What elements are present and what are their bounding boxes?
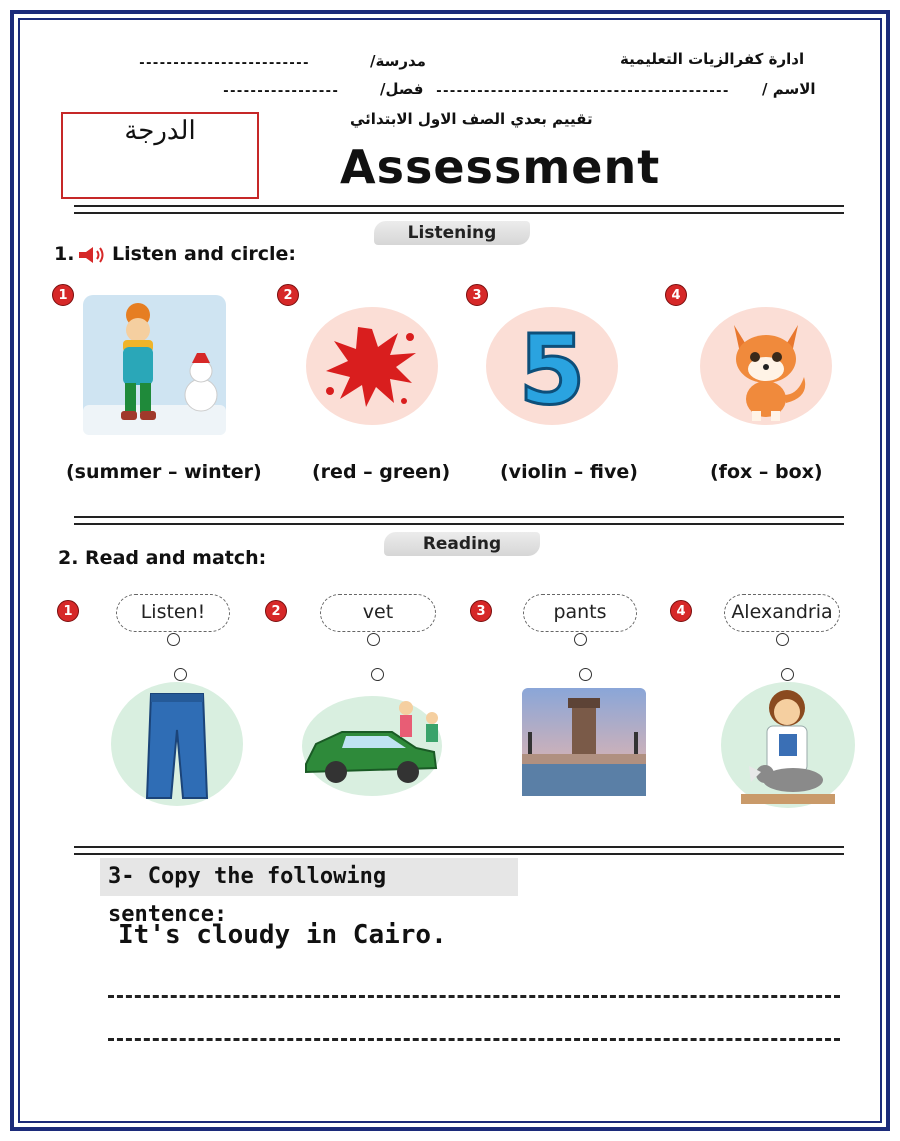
school-label: مدرسة/ [370, 52, 426, 70]
item-number: 3 [470, 600, 492, 622]
name-dashes: ------------------------------------------- [435, 84, 729, 99]
section1-number: 1. [54, 243, 75, 265]
match-dot[interactable] [776, 633, 789, 646]
fox-picture [700, 307, 832, 425]
section1-heading: Listen and circle: [112, 243, 297, 265]
red-splash-picture [306, 307, 438, 425]
admin-label: ادارة كفرالزيات التعليمية [620, 50, 805, 68]
writing-line[interactable] [108, 995, 840, 998]
writing-line[interactable] [108, 1038, 840, 1041]
match-dot[interactable] [367, 633, 380, 646]
bridge-picture [522, 688, 646, 796]
number-five-picture [486, 307, 618, 425]
separator-3 [74, 846, 844, 855]
separator-1 [74, 205, 844, 214]
match-dot[interactable] [579, 668, 592, 681]
page-title: Assessment [340, 140, 661, 194]
item-number: 1 [52, 284, 74, 306]
school-dashes: ------------------------- [138, 56, 309, 71]
listening-tag: Listening [374, 221, 530, 245]
match-dot[interactable] [174, 668, 187, 681]
jeans-picture [111, 682, 243, 806]
boy-snowman-picture [83, 295, 226, 435]
match-dot[interactable] [167, 633, 180, 646]
item-number: 1 [57, 600, 79, 622]
vet-picture [721, 682, 855, 808]
car-picture [296, 686, 448, 798]
section2-heading: 2. Read and match: [58, 547, 267, 569]
class-dashes: ----------------- [222, 84, 339, 99]
item-number: 4 [670, 600, 692, 622]
grade-box [61, 112, 259, 199]
choice-text[interactable]: (summer – winter) [66, 461, 262, 483]
svg-text:5: 5 [518, 314, 586, 425]
item-number: 4 [665, 284, 687, 306]
word-cloud: Alexandria [724, 594, 840, 632]
copy-sentence: It's cloudy in Cairo. [118, 920, 447, 950]
class-label: فصل/ [380, 80, 424, 98]
reading-tag: Reading [384, 532, 540, 556]
match-dot[interactable] [371, 668, 384, 681]
word-cloud: Listen! [116, 594, 230, 632]
match-dot[interactable] [781, 668, 794, 681]
grade-label: الدرجة [124, 116, 196, 146]
choice-text[interactable]: (red – green) [312, 461, 451, 483]
separator-2 [74, 516, 844, 525]
item-number: 2 [265, 600, 287, 622]
word-cloud: vet [320, 594, 436, 632]
item-number: 3 [466, 284, 488, 306]
item-number: 2 [277, 284, 299, 306]
choice-text[interactable]: (fox – box) [710, 461, 823, 483]
name-label: الاسم / [762, 80, 816, 98]
speaker-icon [76, 244, 108, 266]
choice-text[interactable]: (violin – five) [500, 461, 638, 483]
subtitle: تقييم بعدي الصف الاول الابتدائي [350, 110, 593, 128]
word-cloud: pants [523, 594, 637, 632]
match-dot[interactable] [574, 633, 587, 646]
section3-heading: 3- Copy the following sentence: [100, 858, 518, 896]
